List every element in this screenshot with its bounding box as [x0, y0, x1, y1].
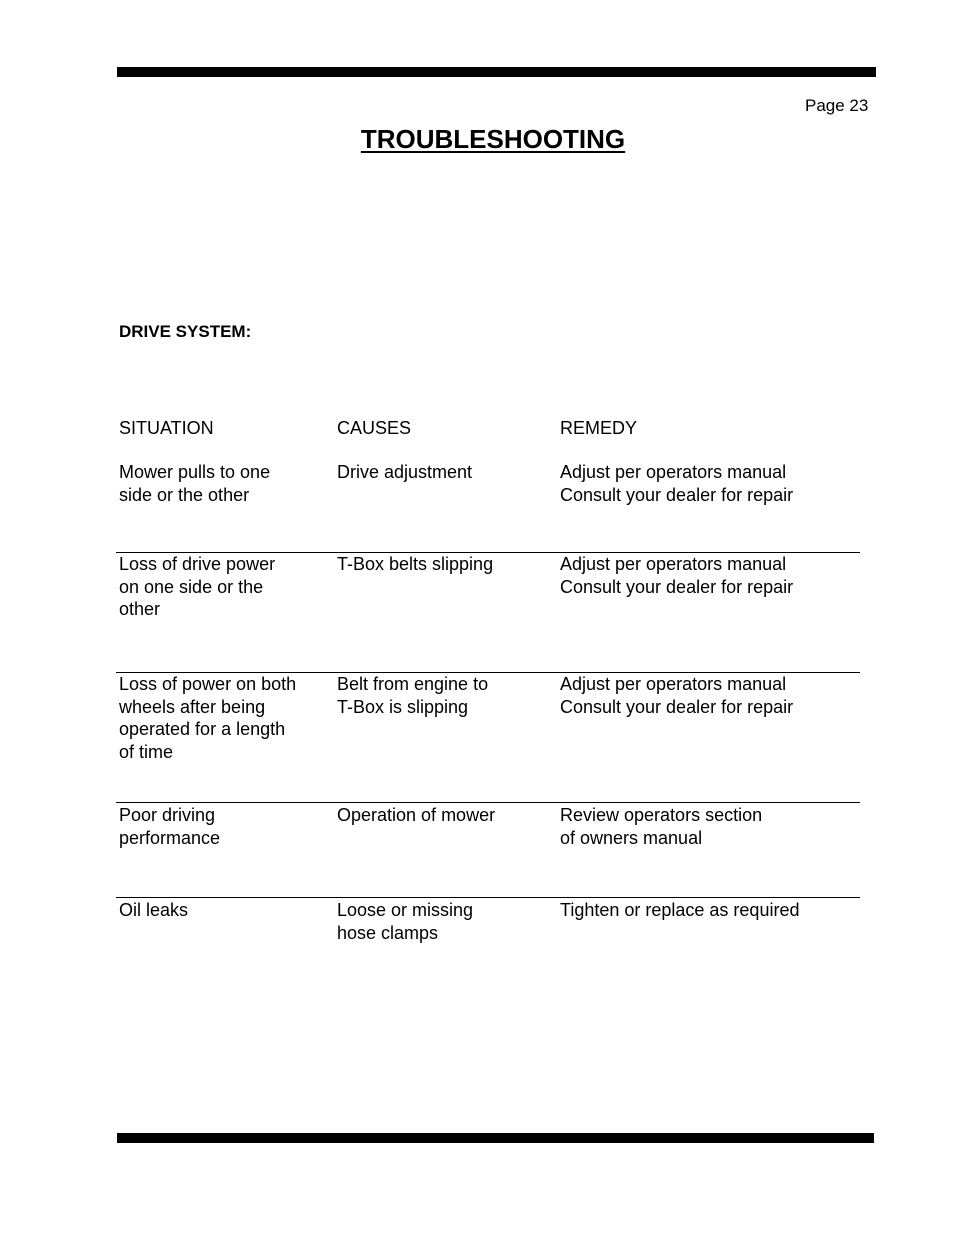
row-3-causes: Belt from engine to T-Box is slipping	[337, 674, 489, 717]
row-4-remedy: Review operators section of owners manual	[560, 805, 763, 848]
column-header-causes: CAUSES	[337, 418, 412, 438]
row-divider	[116, 897, 860, 898]
top-rule	[117, 67, 876, 77]
page-title: TROUBLESHOOTING	[360, 124, 626, 154]
row-2-causes: T-Box belts slipping	[337, 554, 494, 574]
row-5-causes: Loose or missing hose clamps	[337, 900, 474, 943]
row-1-causes: Drive adjustment	[337, 462, 473, 482]
row-divider	[116, 802, 860, 803]
row-1-situation: Mower pulls to one side or the other	[119, 462, 271, 505]
page-number: Page 23	[805, 96, 869, 115]
row-3-remedy: Adjust per operators manual Consult your dealer for repair	[560, 674, 794, 717]
column-header-situation: SITUATION	[119, 418, 214, 438]
bottom-rule	[117, 1133, 874, 1143]
column-header-remedy: REMEDY	[560, 418, 638, 438]
section-heading: DRIVE SYSTEM:	[119, 322, 252, 341]
row-5-remedy: Tighten or replace as required	[560, 900, 800, 920]
row-5-situation: Oil leaks	[119, 900, 189, 920]
row-2-remedy: Adjust per operators manual Consult your dealer for repair	[560, 554, 794, 597]
row-3-situation: Loss of power on both wheels after being operated for a length of time	[119, 674, 297, 762]
row-4-situation: Poor driving performance	[119, 805, 221, 848]
row-1-remedy: Adjust per operators manual Consult your dealer for repair	[560, 462, 794, 505]
row-4-causes: Operation of mower	[337, 805, 496, 825]
row-2-situation: Loss of drive power on one side or the other	[119, 554, 276, 619]
